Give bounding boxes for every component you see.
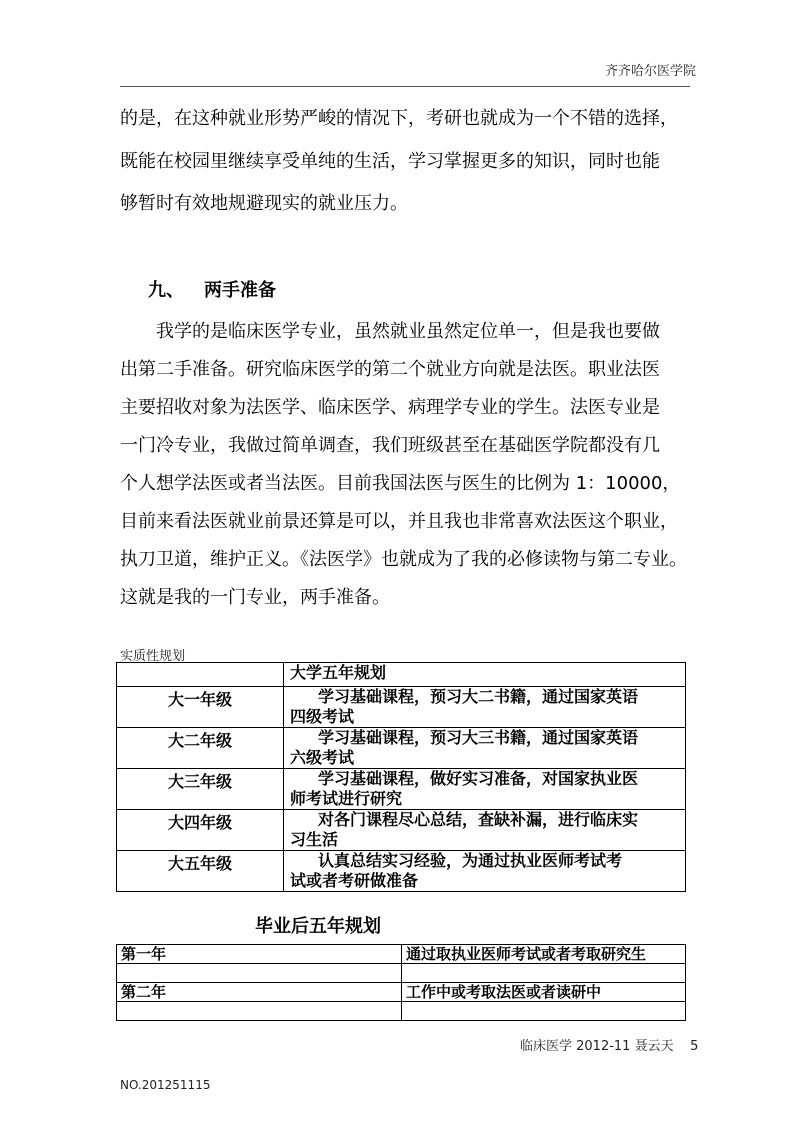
post-grad-plan-cell xyxy=(402,1002,686,1021)
plan-desc-line: 学习基础课程，预习大二书籍，通过国家英语 xyxy=(318,687,639,706)
plan-year-cell: 大四年级 xyxy=(117,810,284,851)
post-grad-plan-cell xyxy=(402,964,686,983)
plan-year-cell: 大二年级 xyxy=(117,728,284,769)
table-row xyxy=(117,728,686,769)
body-line-5: 个人想学法医或者当法医。目前我国法医与医生的比例为 1：10000， xyxy=(120,473,681,494)
table-row xyxy=(117,964,686,983)
post-grad-year-cell xyxy=(117,1002,402,1021)
table-row xyxy=(117,810,686,851)
plan-year-cell: 大一年级 xyxy=(117,687,284,728)
post-grad-table xyxy=(116,944,686,1021)
post-grad-year-cell xyxy=(117,964,402,983)
plan-header-cell: 大学五年规划 xyxy=(284,663,686,687)
footer-info xyxy=(520,1035,698,1054)
table-row xyxy=(117,663,686,687)
section-number: 九、 xyxy=(148,280,184,301)
header-divider xyxy=(120,86,690,87)
plan-desc-line: 师考试进行研究 xyxy=(290,789,403,808)
body-line-1: 我学的是临床医学专业，虽然就业虽然定位单一，但是我也要做 xyxy=(120,321,660,342)
table-row xyxy=(117,769,686,810)
doc-number: NO.201251115 xyxy=(120,1078,211,1092)
table-row xyxy=(117,945,686,964)
plan-desc-line: 习生活 xyxy=(290,830,339,849)
table-row xyxy=(117,983,686,1002)
section-title: 两手准备 xyxy=(204,280,276,301)
post-grad-plan-cell: 通过取执业医师考试或者考取研究生 xyxy=(402,945,686,964)
body-line-3: 主要招收对象为法医学、临床医学、病理学专业的学生。法医专业是 xyxy=(120,397,660,418)
plan-desc-cell xyxy=(284,810,686,851)
plan-table xyxy=(116,662,686,892)
intro-line-2: 既能在校园里继续享受单纯的生活，学习掌握更多的知识，同时也能 xyxy=(120,151,660,172)
table-row xyxy=(117,851,686,892)
plan-header-empty-cell xyxy=(117,663,284,687)
post-grad-title: 毕业后五年规划 xyxy=(255,916,381,937)
plan-desc-line: 对各门课程尽心总结，查缺补漏，进行临床实 xyxy=(318,810,639,829)
plan-desc-cell xyxy=(284,728,686,769)
post-grad-year-cell: 第一年 xyxy=(117,945,402,964)
post-grad-year-cell: 第二年 xyxy=(117,983,402,1002)
post-grad-plan-cell: 工作中或考取法医或者读研中 xyxy=(402,983,686,1002)
plan-desc-line: 认真总结实习经验，为通过执业医师考试考 xyxy=(318,851,623,870)
plan-desc-cell xyxy=(284,769,686,810)
intro-line-1: 的是，在这种就业形势严峻的情况下，考研也就成为一个不错的选择， xyxy=(120,108,678,129)
header-institution: 齐齐哈尔医学院 xyxy=(604,64,696,79)
page-number: 5 xyxy=(690,1039,699,1054)
plan-desc-line: 六级考试 xyxy=(290,748,355,767)
plan-desc-line: 四级考试 xyxy=(290,707,355,726)
plan-desc-line: 试或者考研做准备 xyxy=(290,871,419,890)
table-caption: 实质性规划 xyxy=(120,649,186,664)
plan-desc-cell xyxy=(284,687,686,728)
plan-desc-line: 学习基础课程，预习大三书籍，通过国家英语 xyxy=(318,728,639,747)
table-row xyxy=(117,687,686,728)
body-line-6: 目前来看法医就业前景还算是可以，并且我也非常喜欢法医这个职业， xyxy=(120,511,678,532)
body-line-8: 这就是我的一门专业，两手准备。 xyxy=(120,587,390,608)
footer-author-info: 临床医学 2012-11 聂云天 xyxy=(520,1039,674,1054)
intro-line-3: 够暂时有效地规避现实的就业压力。 xyxy=(120,193,408,214)
section-heading xyxy=(148,276,276,302)
body-line-4: 一门冷专业，我做过简单调查，我们班级甚至在基础医学院都没有几 xyxy=(120,435,660,456)
table-row xyxy=(117,1002,686,1021)
plan-desc-line: 学习基础课程，做好实习准备，对国家执业医 xyxy=(318,769,639,788)
plan-year-cell: 大五年级 xyxy=(117,851,284,892)
plan-desc-cell xyxy=(284,851,686,892)
plan-year-cell: 大三年级 xyxy=(117,769,284,810)
body-line-7: 执刀卫道，维护正义。《法医学》也就成为了我的必修读物与第二专业。 xyxy=(120,549,687,570)
body-line-2: 出第二手准备。研究临床医学的第二个就业方向就是法医。职业法医 xyxy=(120,359,660,380)
